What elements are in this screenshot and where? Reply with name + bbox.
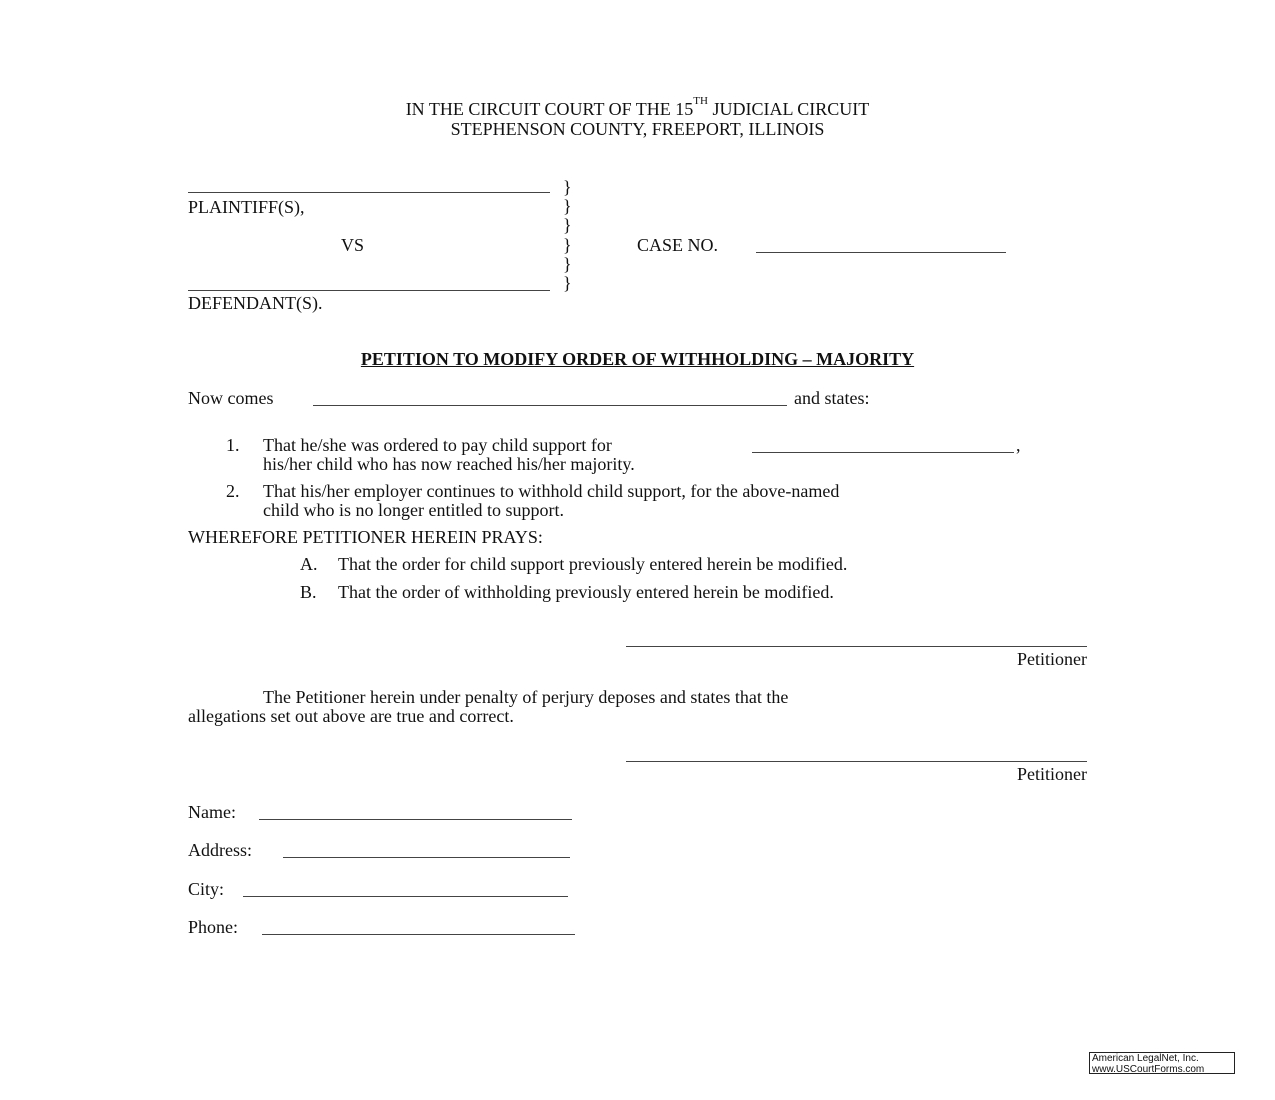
wherefore-heading: WHEREFORE PETITIONER HEREIN PRAYS:: [188, 527, 543, 547]
verification-signature-label: Petitioner: [1017, 764, 1087, 784]
verification-text: allegations set out above are true and correct.: [188, 706, 514, 726]
now-comes-label: Now comes: [188, 388, 274, 408]
plaintiff-blank[interactable]: [188, 192, 550, 193]
vs-label: VS: [341, 235, 365, 255]
court-heading-text: IN THE CIRCUIT COURT OF THE 15: [405, 99, 694, 119]
item-number: 2.: [226, 481, 240, 501]
petitioner-name-blank[interactable]: [313, 405, 787, 406]
caption-brace: }: [563, 273, 572, 293]
prayer-letter: B.: [300, 582, 317, 602]
verification-signature-line[interactable]: [626, 761, 1087, 762]
prayer-letter: A.: [300, 554, 318, 574]
item-text: his/her child who has now reached his/her majority.: [263, 454, 635, 474]
phone-field[interactable]: [262, 934, 575, 935]
court-heading: [0, 95, 1275, 119]
city-field[interactable]: [243, 896, 568, 897]
name-field[interactable]: [259, 819, 572, 820]
caption-brace: }: [563, 196, 572, 216]
caption-brace: }: [563, 215, 572, 235]
case-no-blank[interactable]: [756, 252, 1006, 253]
publisher-stamp: [1089, 1052, 1235, 1074]
stamp-line: www.USCourtForms.com: [1092, 1064, 1205, 1075]
address-field[interactable]: [283, 857, 570, 858]
item-number: 1.: [226, 435, 240, 455]
caption-brace: }: [563, 235, 572, 255]
address-label: Address:: [188, 840, 252, 860]
city-label: City:: [188, 879, 225, 899]
court-heading-sup: TH: [693, 95, 708, 107]
item-comma: ,: [1016, 435, 1021, 455]
caption-brace: }: [563, 177, 572, 197]
petitioner-signature-line[interactable]: [626, 646, 1087, 647]
phone-label: Phone:: [188, 917, 239, 937]
county-heading: STEPHENSON COUNTY, FREEPORT, ILLINOIS: [450, 119, 825, 139]
court-heading-suffix: JUDICIAL CIRCUIT: [707, 99, 870, 119]
caption-brace: }: [563, 254, 572, 274]
name-label: Name:: [188, 802, 236, 822]
case-no-label: CASE NO.: [637, 235, 719, 255]
item-text: That he/she was ordered to pay child support for: [263, 435, 612, 455]
child-name-blank[interactable]: [752, 452, 1014, 453]
document-title: PETITION TO MODIFY ORDER OF WITHHOLDING – MAJORITY: [360, 349, 915, 369]
plaintiff-label: PLAINTIFF(S),: [188, 197, 305, 217]
prayer-text: That the order for child support previously entered herein be modified.: [338, 554, 848, 574]
petitioner-signature-label: Petitioner: [1017, 649, 1087, 669]
item-text: child who is no longer entitled to support.: [263, 500, 564, 520]
item-text: That his/her employer continues to withhold child support, for the above-named: [263, 481, 840, 501]
verification-text: The Petitioner herein under penalty of perjury deposes and states that the: [263, 687, 789, 707]
defendant-label: DEFENDANT(S).: [188, 293, 323, 313]
defendant-blank[interactable]: [188, 290, 550, 291]
and-states-label: and states:: [794, 388, 870, 408]
stamp-line: American LegalNet, Inc.: [1092, 1053, 1199, 1064]
prayer-text: That the order of withholding previously entered herein be modified.: [338, 582, 834, 602]
